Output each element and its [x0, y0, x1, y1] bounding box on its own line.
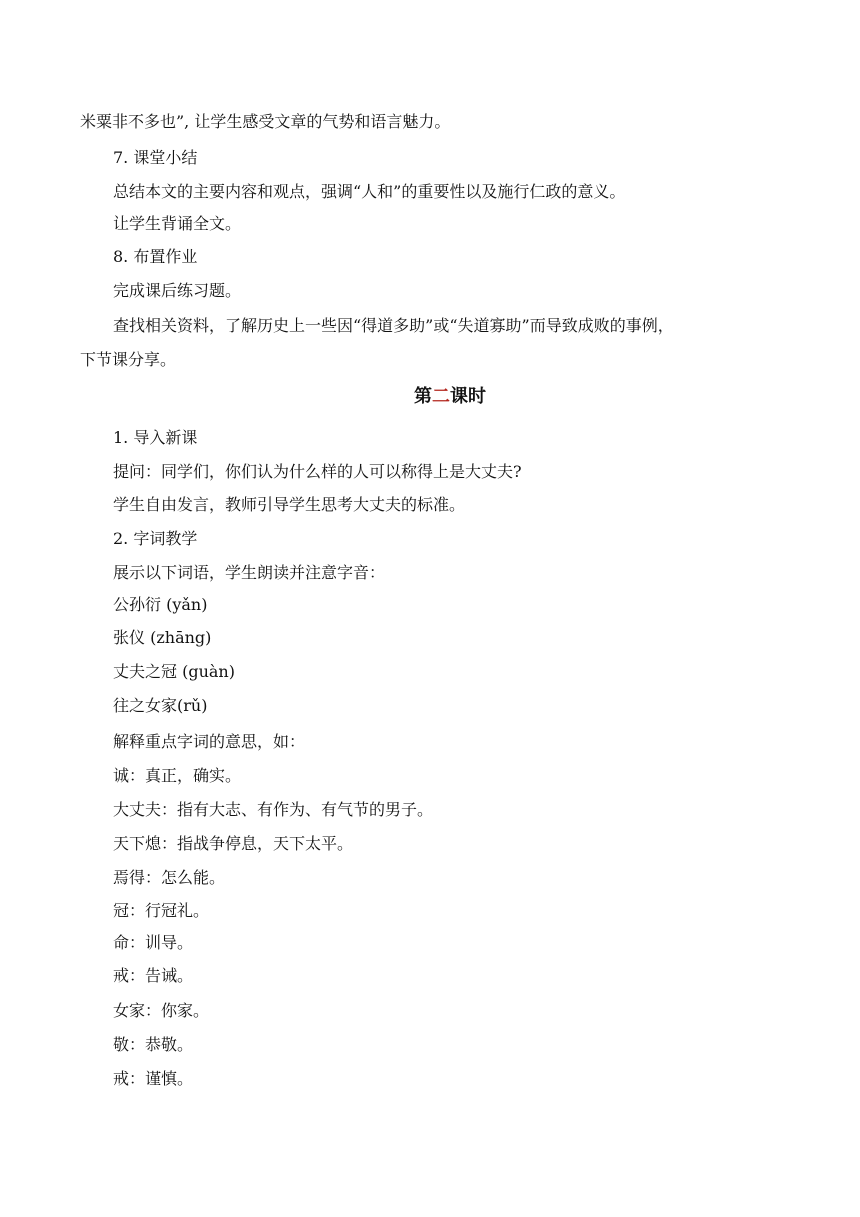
body-text-line: 学生自由发言，教师引导学生思考大丈夫的标准。: [113, 495, 466, 514]
section-heading-vocabulary: 2. 字词教学: [113, 529, 198, 548]
body-text-line: 展示以下词语，学生朗读并注意字音：: [113, 563, 386, 582]
lesson-title-number: 二: [432, 386, 450, 407]
vocab-definition: 戒：谨慎。: [113, 1069, 194, 1088]
vocab-pinyin-item: 丈夫之冠 (guàn): [113, 662, 235, 681]
body-text-line: 让学生背诵全文。: [113, 214, 242, 233]
lesson-title-prefix: 第: [414, 386, 432, 407]
vocab-definition: 焉得：怎么能。: [113, 868, 226, 887]
vocab-pinyin-item: 张仪 (zhāng): [113, 628, 212, 647]
vocab-definition: 戒：告诫。: [113, 966, 194, 985]
vocab-pinyin-item: 公孙衍 (yǎn): [113, 595, 208, 614]
vocab-pinyin-item: 往之女家(rǔ): [113, 696, 208, 715]
body-text-line: 提问：同学们，你们认为什么样的人可以称得上是大丈夫?: [113, 462, 522, 481]
vocab-definition: 诚：真正，确实。: [113, 766, 242, 785]
vocab-definition: 女家：你家。: [113, 1001, 210, 1020]
vocab-definition: 天下熄：指战争停息，天下太平。: [113, 834, 354, 853]
section-heading-homework: 8. 布置作业: [113, 247, 198, 266]
body-text-line: 总结本文的主要内容和观点，强调“人和”的重要性以及施行仁政的意义。: [113, 182, 626, 201]
lesson-title-suffix: 课时: [450, 386, 486, 407]
vocab-definition: 冠：行冠礼。: [113, 901, 210, 920]
section-heading-intro: 1. 导入新课: [113, 428, 198, 447]
vocab-definition: 命：训导。: [113, 933, 194, 952]
body-text-line: 解释重点字词的意思，如：: [113, 732, 306, 751]
body-text-line: 查找相关资料，了解历史上一些因“得道多助”或“失道寡助”而导致成败的事例，: [113, 316, 674, 335]
lesson-title: [0, 386, 860, 408]
vocab-definition: 大丈夫：指有大志、有作为、有气节的男子。: [113, 800, 434, 819]
body-text-line: 下节课分享。: [80, 350, 177, 369]
vocab-definition: 敬：恭敬。: [113, 1035, 194, 1054]
section-heading-class-summary: 7. 课堂小结: [113, 148, 198, 167]
body-text-line: 米粟非不多也”, 让学生感受文章的气势和语言魅力。: [80, 112, 451, 131]
body-text-line: 完成课后练习题。: [113, 281, 242, 300]
